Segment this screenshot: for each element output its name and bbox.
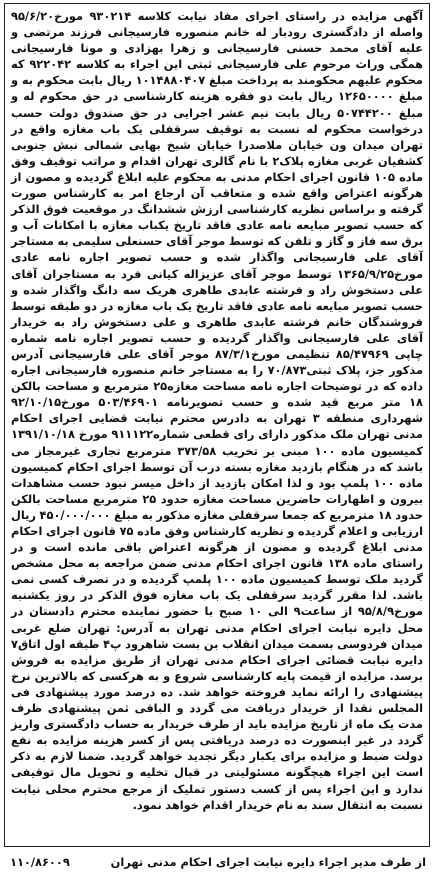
notice-reference-number: ۱۱۰/۸۶۰۰۹ xyxy=(10,855,70,869)
legal-notice-box xyxy=(4,3,430,847)
notice-body-text: آگهی مزایده در راستای اجرای مفاد نیابت کلاسه ۹۳۰۲۱۴ مورخ۹۵/۶/۲۰ واصله از دادگستری رودبار له خانم منصوره فارسیجانی فرزند مرتضی و علیه آقای محمد حسنی فارسیجانی و زهرا بهزادی و مونا فارسیجانی همگی وراث مرحوم علی فارسیجانی ثبتی این اجراء به کلاسه ۹۲۲۰۴۲ که محکوم علیهم محکومند به پرداخت مبلغ ۱۰۱۴۸۸۰۴۰۷ ریال بابت محکوم به و مبلغ ۱۲۶۵۰۰۰۰ ریال بابت دو فقره هزینه کارشناسی در حق محکوم له و مبلغ ۵۰۷۴۴۲۰۰ ریال بابت نیم عشر اجرایی در حق صندوق دولت حسب درخواست محکوم له نسبت به توقیف سرقفلی یک باب مغازه واقع در تهران میدان ون خیابان ملاصدرا خیابان شیخ بهایی شمالی نبش جنوبی کشفیان غربی مغازه پلاک۲ با نام گالری تهران اقدام و مراتب توقیف وفق ماده ۱۰۵ قانون اجرای احکام مدنی به محکوم علیه ابلاغ گردیده و مصون از هرگونه اعتراض واقع شده و متعاقب آن ارجاع امر به کارشناس صورت گرفته و براساس نظریه کارشناسی ارزش ششدانگ در موقعیت فوق الذکر که حسب تصویر مبایعه نامه عادی فاقد تاریخ یکباب مغازه با امکانات آب و برق سه فاز و گاز و تلفن که توسط موجر آقای حسنعلی سلیمی به مستاجر آقای علی فارسیجانی واگذار شده و حسب تصویر اجاره نامه عادی مورخ۱۳۶۵/۹/۲۵ توسط موجر آقای عزیزاله کیانی فرد به مستاجران آقای علی دستخوش راد و فرشته عابدی طاهری هریک سه دانگ واگذار شده و حسب تصویر مبایعه نامه عادی فاقد تاریخ یک باب مغازه در دو طبقه توسط فروشندگان خانم فرشته عابدی طاهری و علی دستخوش راد به خریدار آقای علی فارسیجانی واگذار گردیده و حسب تصویر اجاره نامه شماره چاپی ۸۵/۴۷۹۶۹ تنظیمی مورخ۸۷/۳/۱ موجر آقای علی فارسیجانی آدرس مذکور جز، پلاک ثبتی۷۰/۸۷۳ را به مستاجر خانم منصوره فارسیجانی اجاره داده که در توضیحات اجاره نامه مساحت مغازه۲۵ مترمربع و مساحت بالکن ۱۸ متر مربع قید شده و حسب تصویرنامه ۵۰۳/۴۶۹۰۱ مورخ۹۲/۱۰/۱۵ شهرداری منطقه ۳ تهران به دادرس محترم نیابت قضایی اجرای احکام مدنی تهران ملک مذکور دارای رای قطعی شماره۹۱۱۱۲۲ مورخ ۱۳۹۱/۱۰/۱۸ کمیسیون ماده ۱۰۰ مبنی بر تخریب ۳۷۳/۵۸ مترمربع تجاری غیرمجاز می باشد که در هنگام بازدید مغازه بسته درب آن توسط اجرای احکام کمیسیون ماده ۱۰۰ پلمپ بود و لذا امکان بازدید از داخل میسر نبود حسب مشاهدات بیرون و اظهارات حاضرین مساحت مغازه حدود ۲۵ مترمربع مساحت بالکن حدود ۱۸ مترمربع که جمعا سرقفلی مغازه مذکور به مبلغ ۴۵۰/۰۰۰/۰۰۰ ریال ارزیابی و اعلام گردیده و نظریه کارشناس وفق ماده ۷۵ قانون اجرای احکام مدنی ابلاغ گردیده و مصون از هرگونه اعتراض باقی مانده است و در راستای ماده ۱۳۸ قانون اجرای احکام مدنی ضمن مراجعه به محل مشخص گردید ملک توسط کمیسیون ماده ۱۰۰ پلمپ گردیده و در تصرف کسی نمی باشد. لذا مقرر گردید سرقفلی یک باب مغازه فوق الذکر در روز یکشنبه مورخ۹۵/۸/۹ از ساعت۹ الی ۱۰ صبح با حضور نماینده محترم دادستان در محل دایره نیابت اجرای احکام مدنی تهران به آدرس: تهران ضلع غربی میدان فردوسی بسمت میدان انقلاب بن بست شاهرود پ۴ طبقه اول اتاق۷ دایره نیابت قضائی اجرای احکام مدنی تهران از طریق مزایده به فروش برسد. مزایده از قیمت پایه کارشناسی شروع و به هرکسی که بالاترین نرخ پیشنهادی را ارائه نماید فروخته خواهد شد. ده درصد مورد پیشنهادی فی المجلس نقدا از خریدار دریافت می گردد و الباقی ثمن پیشنهادی ظرف مدت یک ماه از تاریخ مزایده باید از طرف خریدار به حساب دادگستری واریز گردد در غیر اینصورت ده درصد دریافتی پس از کسر هزینه مزایده به نفع دولت ضبط و مزایده برای یکبار دیگر تجدید خواهد گردید. ضمنا لازم به ذکر است این اجراء هیچگونه مسئولیتی در قبال تخلیه و تحویل مال توقیفی ندارد و این اجراء پس از کسب دستور تملیک از مرجع محترم محلی نیابت نسبت به انتقال سند به نام خریدار اقدام خواهد نمود. xyxy=(11,9,424,812)
notice-signature: از طرف مدیر اجراء دایره نیابت اجرای احکام مدنی تهران xyxy=(110,855,426,869)
notice-footer xyxy=(4,853,430,871)
